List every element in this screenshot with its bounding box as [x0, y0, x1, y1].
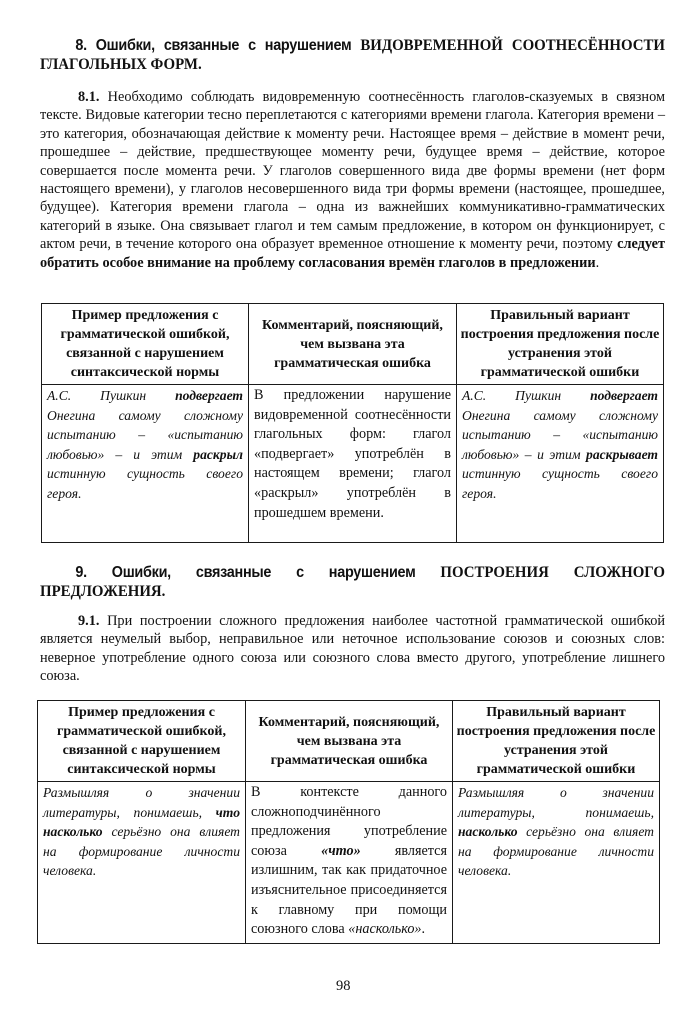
quoted-word: «насколько»	[348, 921, 422, 938]
text: А.С. Пушкин	[47, 388, 176, 403]
cell-error-example	[42, 385, 249, 543]
text: серьёзно она влияет на формирование личности человека.	[458, 824, 654, 879]
cell-comment	[246, 782, 453, 944]
para-8-1-end: .	[595, 254, 600, 271]
section-8-paragraph	[40, 88, 665, 272]
text: Онегина самому сложному испытанию – «испытанию любовью» – и этим	[47, 407, 243, 462]
column-header-correct: Правильный вариант построения предложения после устранения этой грамматической ошибки	[453, 701, 660, 782]
text: серьёзно она влияет на формирование личности человека.	[43, 824, 240, 879]
section-9-paragraph	[40, 612, 665, 686]
column-header-example: Пример предложения с грамматической ошибкой, связанной с нарушением синтаксической нормы	[38, 701, 246, 782]
cell-error-example	[38, 782, 246, 944]
table-row	[42, 385, 664, 543]
section-8-heading-caps: ВИДОВРЕМЕННОЙ СООТНЕСЁННОСТИ ГЛАГОЛЬНЫХ ФОРМ.	[40, 37, 665, 73]
cell-correct-variant	[453, 782, 660, 944]
text: является излишним, так как придаточное изъяснительное присоединяется к главному при помощи союзного слова	[251, 842, 447, 938]
column-header-comment: Комментарий, поясняющий, чем вызвана эта грамматическая ошибка	[249, 304, 457, 385]
cell-correct-variant	[457, 385, 664, 543]
section-9-table	[37, 700, 660, 944]
text: Онегина самому сложному испытанию – «испытанию любовью» – и этим	[462, 407, 658, 462]
highlighted-conjunction: «что»	[321, 842, 361, 859]
section-8-heading-prefix: 8. Ошибки, связанные с нарушением	[75, 37, 361, 54]
column-header-comment: Комментарий, поясняющий, чем вызвана эта грамматическая ошибка	[246, 701, 453, 782]
section-9-heading-prefix: 9. Ошибки, связанные с нарушением	[75, 564, 441, 581]
highlighted-verb: подвергает	[175, 388, 243, 403]
text: А.С. Пушкин	[462, 388, 591, 403]
section-8-heading	[40, 36, 665, 74]
section-8-table	[41, 303, 664, 543]
page-number: 98	[336, 978, 351, 994]
para-9-1-number: 9.1.	[78, 613, 100, 629]
para-8-1-text: Необходимо соблюдать видовременную соотнесённость глаголов-сказуемых в связном тексте. Видовые категории тесно переплетаются с категориями времени глагола. Категория времени – это категория, обозначающая действие к моменту речи. Настоящее время – действие в момент речи, прошедшее – действие, предшествующее моменту речи, будущее время – действие, которое совершается после момента речи. У глаголов совершенного вида две формы времени (нет форм настоящего времени), у глаголов несовершенного вида три формы времени (настоящее, прошедшее, будущее). Категория времени глагола – одна из важнейших коммуникативно-грамматических категорий в языке. Она связывает глагол и тем самым предложение, в котором он функционирует, с актом речи, в течение которого она образует временное отношение к моменту речи, поэтому	[40, 89, 665, 253]
text: истинную сущность своего героя.	[47, 466, 243, 501]
cell-comment: В предложении нарушение видовременной соотнесённости глагольных форм: глагол «подвергает» употреблён в настоящем времени; глагол «раскрыл» употреблён в прошедшем времени.	[249, 385, 457, 543]
text: Размышляя о значении литературы, понимаешь,	[458, 785, 654, 820]
para-8-1-emphasis: следует обратить особое внимание на проблему согласования времён глаголов в предложении	[40, 236, 665, 271]
section-9-heading-caps: ПОСТРОЕНИЯ СЛОЖНОГО ПРЕДЛОЖЕНИЯ.	[40, 564, 665, 600]
highlighted-verb: раскрывает	[586, 446, 658, 462]
highlighted-verb: подвергает	[590, 388, 658, 403]
section-9-heading	[40, 563, 665, 601]
text: Размышляя о значении литературы, понимаешь,	[43, 785, 240, 820]
table-header-row	[38, 701, 660, 782]
column-header-correct: Правильный вариант построения предложения после устранения этой грамматической ошибки	[457, 304, 664, 385]
text: В контексте данного сложноподчинённого предложения употребление союза	[251, 784, 447, 859]
highlighted-conjunction: насколько	[458, 824, 518, 840]
highlighted-verb: раскрыл	[193, 446, 243, 462]
highlighted-conjunction: что насколько	[43, 804, 240, 840]
column-header-example: Пример предложения с грамматической ошибкой, связанной с нарушением синтаксической нормы	[42, 304, 249, 385]
para-9-1-text: При построении сложного предложения наиболее частотной грамматической ошибкой является неумелый выбор, неправильное или неточное использование союзов и союзных слов: неверное употребление одного союза или союзного слова вместо другого, употребление лишнего союза.	[40, 613, 665, 685]
table-header-row	[42, 304, 664, 385]
text: истинную сущность своего героя.	[462, 466, 658, 501]
text: .	[421, 921, 426, 938]
table-row	[38, 782, 660, 944]
para-8-1-number: 8.1.	[78, 89, 100, 105]
